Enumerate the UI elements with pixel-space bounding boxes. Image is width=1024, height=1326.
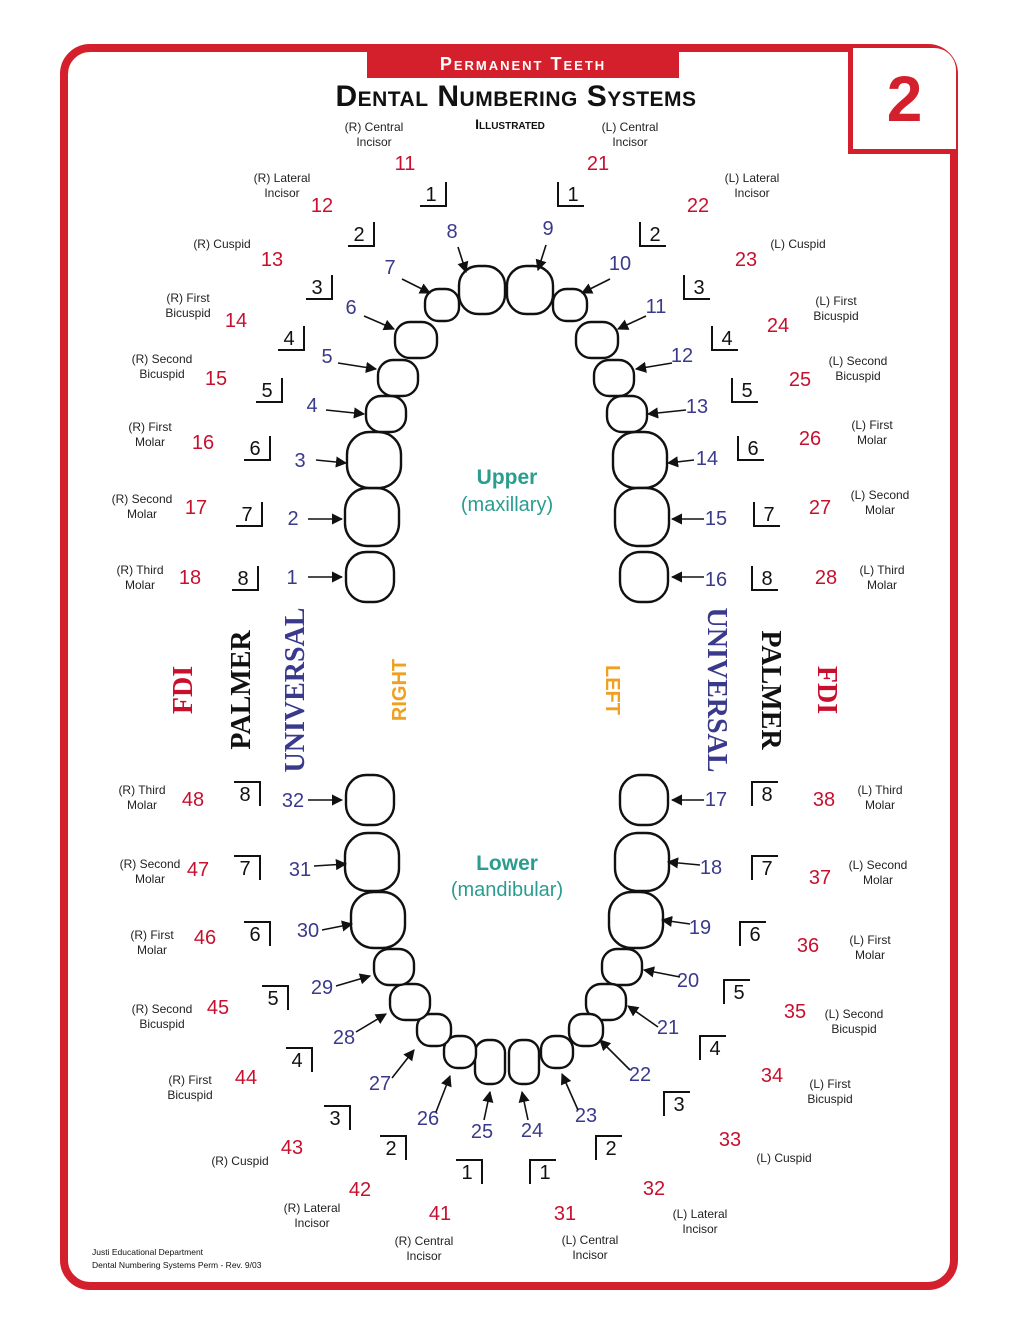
universal-label-left: UNIVERSAL bbox=[280, 607, 311, 773]
palmer-number-12: 4 bbox=[721, 328, 733, 350]
right-side-label: RIGHT bbox=[389, 658, 411, 722]
tooth-25 bbox=[475, 1040, 505, 1084]
tooth-15 bbox=[615, 488, 669, 546]
fdi-number-9: 21 bbox=[586, 153, 610, 175]
tooth-name-29-line-1: (R) Second bbox=[131, 1002, 193, 1016]
fdi-number-30: 46 bbox=[193, 927, 217, 949]
palmer-number-6: 3 bbox=[311, 277, 323, 299]
tooth-name-19-line-1: (L) First bbox=[849, 933, 891, 947]
palmer-number-14: 6 bbox=[747, 438, 759, 460]
tooth-name-30-line-1: (R) First bbox=[130, 928, 174, 942]
tooth-name-12-line-1: (L) First bbox=[815, 294, 857, 308]
universal-number-31: 31 bbox=[288, 859, 312, 881]
footer-line-1: Justi Educational Department bbox=[92, 1247, 204, 1257]
universal-number-6: 6 bbox=[345, 297, 357, 319]
palmer-number-3: 6 bbox=[249, 438, 261, 460]
palmer-number-5: 4 bbox=[283, 328, 295, 350]
tooth-19 bbox=[609, 892, 663, 948]
universal-number-8: 8 bbox=[446, 221, 458, 243]
tooth-name-26-line-1: (R) Lateral bbox=[283, 1201, 341, 1215]
arrow-9 bbox=[538, 245, 546, 270]
tooth-10 bbox=[553, 289, 587, 321]
tooth-6 bbox=[395, 322, 437, 358]
fdi-number-6: 13 bbox=[260, 249, 284, 271]
tooth-22 bbox=[569, 1014, 603, 1046]
tooth-name-31-line-1: (R) Second bbox=[119, 857, 181, 871]
palmer-number-8: 1 bbox=[425, 184, 437, 206]
tooth-30 bbox=[351, 892, 405, 948]
tooth-name-27-line-1: (R) Cuspid bbox=[211, 1154, 269, 1168]
tooth-name-10-line-1: (L) Lateral bbox=[724, 171, 780, 185]
palmer-number-15: 7 bbox=[763, 504, 775, 526]
palmer-number-1: 8 bbox=[237, 568, 249, 590]
arrow-24 bbox=[522, 1092, 528, 1120]
palmer-number-29: 5 bbox=[267, 988, 279, 1010]
tooth-9 bbox=[507, 266, 553, 314]
tooth-name-18-line-2: Molar bbox=[862, 873, 894, 887]
fdi-number-19: 36 bbox=[796, 935, 820, 957]
tooth-name-20-line-2: Bicuspid bbox=[831, 1022, 877, 1036]
tooth-name-12-line-2: Bicuspid bbox=[813, 309, 859, 323]
tooth-8 bbox=[459, 266, 505, 314]
palmer-number-20: 5 bbox=[733, 982, 745, 1004]
tooth-name-7-line-1: (R) Lateral bbox=[253, 171, 311, 185]
tooth-2 bbox=[345, 488, 399, 546]
tooth-name-10-line-2: Incisor bbox=[734, 186, 770, 200]
arrow-23 bbox=[562, 1074, 578, 1110]
fdi-number-11: 23 bbox=[734, 249, 758, 271]
arrow-12 bbox=[636, 363, 672, 369]
tooth-name-2-line-1: (R) Second bbox=[111, 492, 173, 506]
tooth-name-6-line-1: (R) Cuspid bbox=[193, 237, 251, 251]
upper-arch-label: Upper bbox=[476, 466, 538, 489]
tooth-name-16-line-1: (L) Third bbox=[859, 563, 905, 577]
fdi-number-10: 22 bbox=[686, 195, 710, 217]
tooth-name-24-line-2: Incisor bbox=[572, 1248, 608, 1262]
fdi-number-24: 31 bbox=[553, 1203, 577, 1225]
arrow-3 bbox=[316, 460, 346, 463]
tooth-name-13-line-2: Bicuspid bbox=[835, 369, 881, 383]
tooth-name-1-line-1: (R) Third bbox=[116, 563, 164, 577]
tooth-18 bbox=[615, 833, 669, 891]
tooth-name-4-line-1: (R) Second bbox=[131, 352, 193, 366]
arrow-8 bbox=[458, 247, 466, 272]
universal-number-18: 18 bbox=[699, 857, 723, 879]
fdi-number-29: 45 bbox=[206, 997, 230, 1019]
tooth-name-25-line-2: Incisor bbox=[406, 1249, 442, 1263]
tooth-16 bbox=[620, 552, 668, 602]
fdi-number-27: 43 bbox=[280, 1137, 304, 1159]
fdi-label-left: FDI bbox=[168, 665, 199, 715]
universal-number-22: 22 bbox=[628, 1064, 652, 1086]
tooth-name-26-line-2: Incisor bbox=[294, 1216, 330, 1230]
fdi-number-7: 12 bbox=[310, 195, 334, 217]
fdi-number-1: 18 bbox=[178, 567, 202, 589]
left-side-label: LEFT bbox=[601, 665, 623, 715]
sheet-number: 2 bbox=[848, 48, 956, 154]
tooth-3 bbox=[347, 432, 401, 488]
universal-number-11: 11 bbox=[645, 296, 667, 318]
tooth-name-29-line-2: Bicuspid bbox=[139, 1017, 185, 1031]
arrow-22 bbox=[600, 1040, 630, 1070]
palmer-label-right: PALMER bbox=[755, 630, 786, 750]
palmer-number-28: 4 bbox=[291, 1050, 303, 1072]
fdi-number-31: 47 bbox=[186, 859, 210, 881]
arrow-27 bbox=[392, 1050, 414, 1078]
page-title: Dental Numbering Systems bbox=[335, 80, 697, 113]
universal-number-13: 13 bbox=[685, 396, 709, 418]
tooth-1 bbox=[346, 552, 394, 602]
tooth-name-1-line-2: Molar bbox=[124, 578, 156, 592]
arrow-29 bbox=[336, 976, 370, 986]
tooth-name-17-line-2: Molar bbox=[864, 798, 896, 812]
universal-number-23: 23 bbox=[574, 1105, 598, 1127]
universal-number-9: 9 bbox=[542, 218, 554, 240]
arrow-31 bbox=[314, 864, 346, 866]
universal-number-26: 26 bbox=[416, 1108, 440, 1130]
arrow-18 bbox=[668, 862, 700, 865]
tooth-name-7-line-2: Incisor bbox=[264, 186, 300, 200]
fdi-number-14: 26 bbox=[798, 428, 822, 450]
tooth-name-32-line-1: (R) Third bbox=[118, 783, 166, 797]
universal-number-20: 20 bbox=[676, 970, 700, 992]
palmer-number-31: 7 bbox=[239, 858, 251, 880]
arrow-21 bbox=[628, 1006, 658, 1027]
tooth-24 bbox=[509, 1040, 539, 1084]
arrow-7 bbox=[402, 279, 430, 293]
palmer-number-10: 2 bbox=[649, 224, 661, 246]
palmer-number-27: 3 bbox=[329, 1108, 341, 1130]
tooth-name-30-line-2: Molar bbox=[136, 943, 168, 957]
fdi-number-25: 41 bbox=[428, 1203, 452, 1225]
universal-number-32: 32 bbox=[281, 790, 305, 812]
tooth-name-24-line-1: (L) Central bbox=[561, 1233, 619, 1247]
universal-number-30: 30 bbox=[296, 920, 320, 942]
fdi-number-18: 37 bbox=[808, 867, 832, 889]
fdi-number-4: 15 bbox=[204, 368, 228, 390]
fdi-number-32: 48 bbox=[181, 789, 205, 811]
tooth-name-32-line-2: Molar bbox=[126, 798, 158, 812]
arrow-19 bbox=[662, 920, 690, 924]
palmer-number-23: 2 bbox=[605, 1138, 617, 1160]
tooth-name-21-line-2: Bicuspid bbox=[807, 1092, 853, 1106]
palmer-number-32: 8 bbox=[239, 784, 251, 806]
tooth-name-11-line-1: (L) Cuspid bbox=[770, 237, 826, 251]
palmer-number-30: 6 bbox=[249, 924, 261, 946]
tooth-name-18-line-1: (L) Second bbox=[848, 858, 908, 872]
fdi-number-8: 11 bbox=[394, 153, 416, 175]
palmer-number-16: 8 bbox=[761, 568, 773, 590]
fdi-label-right: FDI bbox=[811, 665, 842, 715]
tooth-name-15-line-2: Molar bbox=[864, 503, 896, 517]
arrow-13 bbox=[648, 410, 686, 414]
arrow-4 bbox=[326, 410, 364, 414]
arrow-26 bbox=[436, 1076, 450, 1112]
arrow-14 bbox=[668, 460, 694, 463]
fdi-number-21: 34 bbox=[760, 1065, 784, 1087]
tooth-29 bbox=[374, 949, 414, 985]
tooth-name-2-line-2: Molar bbox=[126, 507, 158, 521]
tooth-name-23-line-1: (L) Lateral bbox=[672, 1207, 728, 1221]
universal-number-28: 28 bbox=[332, 1027, 356, 1049]
universal-label-right: UNIVERSAL bbox=[701, 607, 732, 773]
universal-number-21: 21 bbox=[656, 1017, 680, 1039]
tooth-name-4-line-2: Bicuspid bbox=[139, 367, 185, 381]
fdi-number-23: 32 bbox=[642, 1178, 666, 1200]
fdi-number-20: 35 bbox=[783, 1001, 807, 1023]
banner: Permanent Teeth bbox=[367, 50, 679, 78]
palmer-number-21: 4 bbox=[709, 1038, 721, 1060]
palmer-number-13: 5 bbox=[741, 380, 753, 402]
tooth-name-3-line-1: (R) First bbox=[128, 420, 172, 434]
universal-number-24: 24 bbox=[520, 1120, 544, 1142]
tooth-name-31-line-2: Molar bbox=[134, 872, 166, 886]
arrow-20 bbox=[644, 970, 680, 977]
tooth-13 bbox=[607, 396, 647, 432]
tooth-name-5-line-1: (R) First bbox=[166, 291, 210, 305]
tooth-14 bbox=[613, 432, 667, 488]
fdi-number-5: 14 bbox=[224, 310, 248, 332]
arrow-10 bbox=[582, 279, 610, 293]
universal-number-19: 19 bbox=[688, 917, 712, 939]
upper-arch-sublabel: (maxillary) bbox=[460, 494, 554, 516]
tooth-name-17-line-1: (L) Third bbox=[857, 783, 903, 797]
tooth-name-21-line-1: (L) First bbox=[809, 1077, 851, 1091]
universal-number-7: 7 bbox=[384, 257, 396, 279]
tooth-name-22-line-1: (L) Cuspid bbox=[756, 1151, 812, 1165]
tooth-20 bbox=[602, 949, 642, 985]
tooth-name-23-line-2: Incisor bbox=[682, 1222, 718, 1236]
arrow-30 bbox=[322, 924, 352, 930]
footer-line-2: Dental Numbering Systems Perm - Rev. 9/03 bbox=[92, 1260, 262, 1270]
tooth-name-9-line-1: (L) Central bbox=[601, 120, 659, 134]
arrow-6 bbox=[364, 316, 394, 329]
palmer-number-18: 7 bbox=[761, 858, 773, 880]
tooth-name-9-line-2: Incisor bbox=[612, 135, 648, 149]
palmer-number-7: 2 bbox=[353, 224, 365, 246]
universal-number-29: 29 bbox=[310, 977, 334, 999]
tooth-31 bbox=[345, 833, 399, 891]
universal-number-3: 3 bbox=[294, 450, 306, 472]
tooth-name-13-line-1: (L) Second bbox=[828, 354, 888, 368]
footer bbox=[92, 1246, 261, 1272]
arrow-5 bbox=[338, 363, 376, 369]
universal-number-12: 12 bbox=[670, 345, 694, 367]
fdi-number-3: 16 bbox=[191, 432, 215, 454]
palmer-number-26: 2 bbox=[385, 1138, 397, 1160]
tooth-name-28-line-2: Bicuspid bbox=[167, 1088, 213, 1102]
tooth-name-20-line-1: (L) Second bbox=[824, 1007, 884, 1021]
fdi-number-26: 42 bbox=[348, 1179, 372, 1201]
palmer-number-25: 1 bbox=[461, 1162, 473, 1184]
tooth-name-14-line-2: Molar bbox=[856, 433, 888, 447]
tooth-7 bbox=[425, 289, 459, 321]
universal-number-1: 1 bbox=[286, 567, 298, 589]
palmer-number-17: 8 bbox=[761, 784, 773, 806]
arrow-28 bbox=[356, 1014, 386, 1032]
palmer-number-4: 5 bbox=[261, 380, 273, 402]
tooth-23 bbox=[541, 1036, 573, 1068]
fdi-number-17: 38 bbox=[812, 789, 836, 811]
universal-number-25: 25 bbox=[470, 1121, 494, 1143]
fdi-number-22: 33 bbox=[718, 1129, 742, 1151]
palmer-number-22: 3 bbox=[673, 1094, 685, 1116]
tooth-name-28-line-1: (R) First bbox=[168, 1073, 212, 1087]
tooth-name-5-line-2: Bicuspid bbox=[165, 306, 211, 320]
tooth-name-25-line-1: (R) Central bbox=[394, 1234, 454, 1248]
universal-number-15: 15 bbox=[704, 508, 728, 530]
tooth-5 bbox=[378, 360, 418, 396]
universal-number-16: 16 bbox=[704, 569, 728, 591]
palmer-number-2: 7 bbox=[241, 504, 253, 526]
tooth-name-14-line-1: (L) First bbox=[851, 418, 893, 432]
tooth-name-15-line-1: (L) Second bbox=[850, 488, 910, 502]
palmer-label-left: PALMER bbox=[226, 630, 257, 750]
page-subtitle: Illustrated bbox=[475, 116, 545, 132]
fdi-number-13: 25 bbox=[788, 369, 812, 391]
lower-arch-sublabel: (mandibular) bbox=[450, 879, 564, 901]
palmer-number-9: 1 bbox=[567, 184, 579, 206]
fdi-number-12: 24 bbox=[766, 315, 790, 337]
universal-number-14: 14 bbox=[695, 448, 719, 470]
tooth-28 bbox=[390, 984, 430, 1020]
tooth-name-8-line-2: Incisor bbox=[356, 135, 392, 149]
palmer-number-11: 3 bbox=[693, 277, 705, 299]
universal-number-27: 27 bbox=[368, 1073, 392, 1095]
tooth-17 bbox=[620, 775, 668, 825]
tooth-name-8-line-1: (R) Central bbox=[344, 120, 404, 134]
fdi-number-2: 17 bbox=[184, 497, 208, 519]
universal-number-10: 10 bbox=[608, 253, 632, 275]
tooth-name-16-line-2: Molar bbox=[866, 578, 898, 592]
universal-number-17: 17 bbox=[704, 789, 728, 811]
tooth-32 bbox=[346, 775, 394, 825]
fdi-number-28: 44 bbox=[234, 1067, 258, 1089]
palmer-number-19: 6 bbox=[749, 924, 761, 946]
tooth-12 bbox=[594, 360, 634, 396]
universal-number-4: 4 bbox=[306, 395, 318, 417]
arrow-11 bbox=[618, 316, 646, 329]
tooth-name-3-line-2: Molar bbox=[134, 435, 166, 449]
arrow-25 bbox=[484, 1092, 490, 1120]
universal-number-2: 2 bbox=[287, 508, 299, 530]
tooth-4 bbox=[366, 396, 406, 432]
palmer-number-24: 1 bbox=[539, 1162, 551, 1184]
tooth-name-19-line-2: Molar bbox=[854, 948, 886, 962]
universal-number-5: 5 bbox=[321, 346, 333, 368]
tooth-11 bbox=[576, 322, 618, 358]
fdi-number-15: 27 bbox=[808, 497, 832, 519]
fdi-number-16: 28 bbox=[814, 567, 838, 589]
lower-arch-label: Lower bbox=[476, 852, 538, 875]
